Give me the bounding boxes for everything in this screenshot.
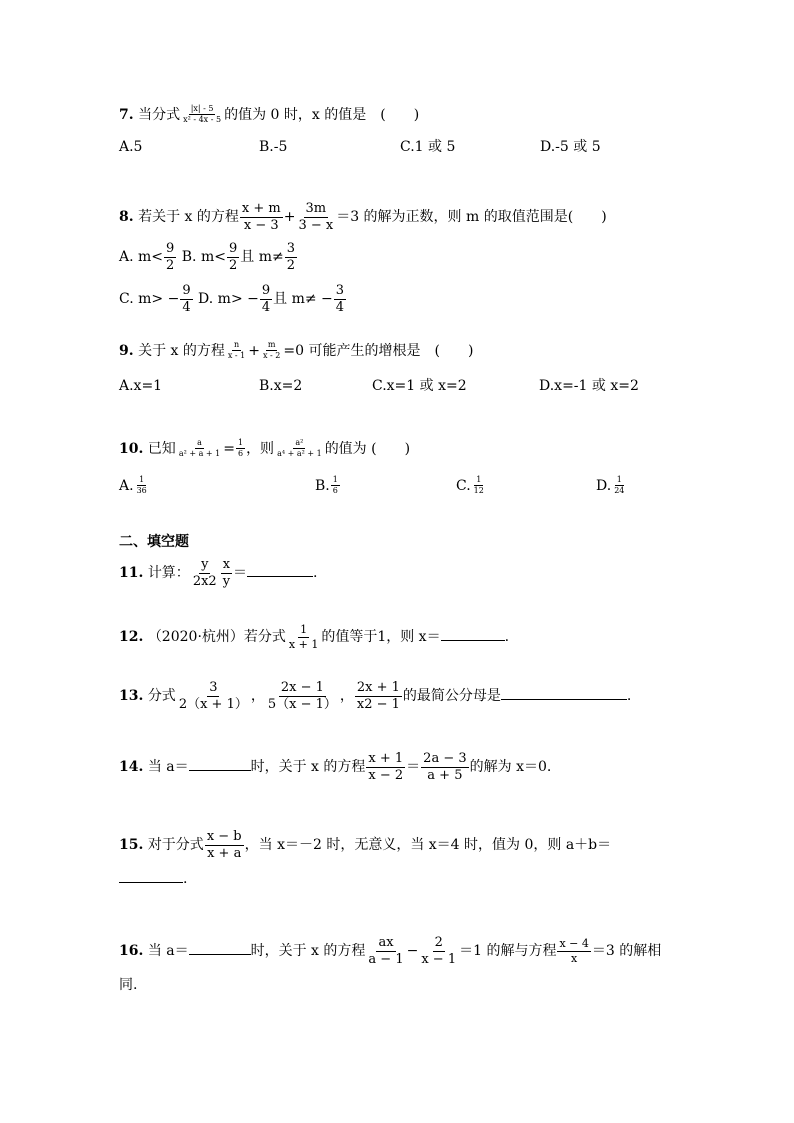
q-number: 16.	[119, 943, 144, 960]
fraction: $\frac{3}{2(x + 1)}$	[178, 680, 248, 712]
fraction: $\frac{1}{x + 1}$	[288, 623, 319, 651]
option-label: A.	[119, 477, 134, 494]
q-number: 10.	[119, 440, 144, 457]
comma: ，	[339, 688, 354, 705]
q-text: ＝1 的解与方程	[459, 943, 557, 960]
q8-options-ab	[119, 242, 298, 272]
q-number: 12.	[119, 629, 144, 646]
fraction: $\frac{x - b}{x + a}$	[206, 829, 242, 861]
section-heading: 二、填空题	[119, 534, 189, 550]
q-number: 13.	[119, 688, 144, 705]
fraction: $\frac{2a - 3}{a + 5}$	[423, 751, 467, 783]
fraction: $\frac{1}{6}$	[332, 475, 338, 496]
option-d: D.-5 或 5	[540, 139, 601, 155]
q-number: 15.	[119, 837, 144, 854]
fraction: $\frac{9}{4}$	[182, 283, 191, 315]
answer-blank[interactable]	[247, 574, 313, 577]
answer-blank[interactable]	[441, 638, 505, 641]
fraction: $\frac{3}{4}$	[335, 283, 345, 315]
option-d-label: D. m> −	[198, 291, 259, 308]
option-c: C.x=1 或 x=2	[372, 378, 467, 394]
fraction: $\frac{\text{a²}}{\text{a⁴ + a² + 1}}$	[277, 438, 322, 459]
fraction: $\frac{1}{12}$	[473, 475, 484, 496]
period: .	[504, 629, 510, 646]
minus-sign: −	[406, 943, 419, 960]
q-number: 14.	[119, 759, 144, 776]
question-7	[119, 105, 419, 125]
option-label: D.	[596, 477, 612, 494]
question-11	[119, 558, 318, 588]
q-text: 若关于 x 的方程	[138, 209, 239, 226]
option-b: B.x=2	[259, 378, 303, 394]
q-text: 分式	[147, 688, 176, 705]
question-12	[119, 624, 509, 650]
option-label: B.	[315, 477, 330, 494]
q-text: 的解为 x＝0.	[469, 759, 552, 776]
fraction: $\frac{x + 1}{x - 2}$	[368, 751, 404, 783]
option-d	[596, 476, 627, 496]
q-text: 对于分式	[147, 837, 204, 854]
fraction: $\frac{n}{x - 1}$	[227, 340, 246, 361]
question-13	[119, 681, 631, 711]
answer-blank[interactable]	[119, 880, 183, 883]
q-text: 的值为 ( )	[324, 440, 411, 457]
period: .	[313, 565, 318, 582]
fraction: $\frac{ax}{a - 1}$	[368, 935, 404, 967]
option-b: B.-5	[259, 139, 288, 155]
option-a	[119, 476, 150, 496]
period: .	[626, 688, 632, 705]
answer-blank[interactable]	[501, 697, 627, 700]
fraction: $\frac{3m}{3 - x}$	[298, 201, 334, 233]
option-c: C.1 或 5	[400, 139, 456, 155]
q-text: 的值为 0 时，x 的值是 ( )	[224, 106, 420, 123]
question-10	[119, 439, 410, 459]
fraction: $\frac{9}{2}$	[228, 241, 238, 273]
q-text: 当 a＝	[147, 943, 189, 960]
option-b-label: B. m<	[181, 249, 226, 266]
q-text: （2020·杭州）若分式	[147, 629, 286, 646]
q-text: ，则	[246, 440, 275, 457]
q-text: 当 a＝	[147, 759, 189, 776]
answer-blank[interactable]	[189, 768, 251, 771]
q8-options-cd	[119, 284, 347, 314]
equals-sign: =	[223, 440, 235, 457]
period: .	[183, 871, 188, 887]
fraction: $\frac{9}{2}$	[166, 241, 175, 273]
q16-continuation: 同.	[119, 977, 138, 993]
fraction: $\frac{1}{6}$	[237, 438, 244, 459]
q-text: 时，关于 x 的方程	[250, 943, 366, 960]
q-text: 时，关于 x 的方程	[250, 759, 366, 776]
q-text: 当分式	[138, 106, 181, 123]
q-number: 8.	[119, 209, 134, 226]
q-text: ，当 x＝－2 时，无意义，当 x＝4 时，值为 0，则 a＋b＝	[244, 837, 612, 854]
q-number: 9.	[119, 342, 134, 359]
q-text: 已知	[147, 440, 176, 457]
q-text: 关于 x 的方程	[138, 342, 225, 359]
question-15	[119, 830, 611, 860]
fraction: $\frac{2x + 1}{x2 - 1}$	[356, 680, 400, 712]
q-number: 7.	[119, 106, 134, 123]
answer-blank[interactable]	[189, 952, 251, 955]
fraction: $\frac{1}{36}$	[136, 475, 147, 496]
option-label: C.	[456, 477, 471, 494]
q-text: 的值等于1，则 x＝	[321, 629, 441, 646]
fraction: $\frac{|x| - 5}{\text{x² - 4x - 5}}$	[183, 104, 222, 125]
option-b	[315, 476, 341, 496]
equals-sign: ＝	[233, 565, 248, 582]
plus-sign: +	[283, 209, 296, 226]
q-text: =0 可能产生的增根是 ( )	[283, 342, 474, 359]
comma: ，	[250, 688, 265, 705]
fraction: $\frac{x + m}{x - 3}$	[241, 201, 281, 233]
question-9	[119, 341, 473, 361]
fraction: $\frac{9}{4}$	[261, 283, 271, 315]
q-text: 的最简公分母是	[402, 688, 501, 705]
option-d: D.x=-1 或 x=2	[539, 378, 639, 394]
option-a: A.x=1	[119, 378, 163, 394]
option-c-label: C. m> −	[119, 291, 180, 308]
q-text: ＝3 的解为正数，则 m 的取值范围是( )	[336, 209, 607, 226]
question-16	[119, 936, 661, 966]
plus-sign: +	[248, 342, 260, 359]
fraction: $\frac{a}{\text{a² + a + 1}}$	[178, 438, 221, 459]
fraction: $\frac{y}{2x2}$	[192, 557, 217, 589]
option-d-text: 且 m≠ −	[273, 291, 333, 308]
fraction: $\frac{x}{y}$	[222, 557, 231, 589]
q-text: 计算：	[147, 565, 190, 582]
fraction: $\frac{3}{2}$	[286, 241, 295, 273]
question-8	[119, 202, 607, 232]
option-a: A.5	[119, 139, 143, 155]
equals-sign: ＝	[406, 759, 421, 776]
fraction: $\frac{2x - 1}{5(x - 1)}$	[267, 680, 337, 712]
question-14	[119, 752, 551, 782]
q-text: ＝3 的解相	[591, 943, 662, 960]
option-c	[456, 476, 487, 496]
option-a-label: A. m<	[119, 249, 164, 266]
q-number: 11.	[119, 565, 144, 582]
fraction: $\frac{m}{x - 2}$	[263, 340, 281, 361]
option-b-text: 且 m≠	[240, 249, 284, 266]
fraction: $\frac{2}{x - 1}$	[421, 935, 457, 967]
q15-answer-line	[119, 872, 187, 886]
fraction: $\frac{x - 4}{x}$	[559, 937, 589, 965]
fraction: $\frac{1}{24}$	[614, 475, 625, 496]
